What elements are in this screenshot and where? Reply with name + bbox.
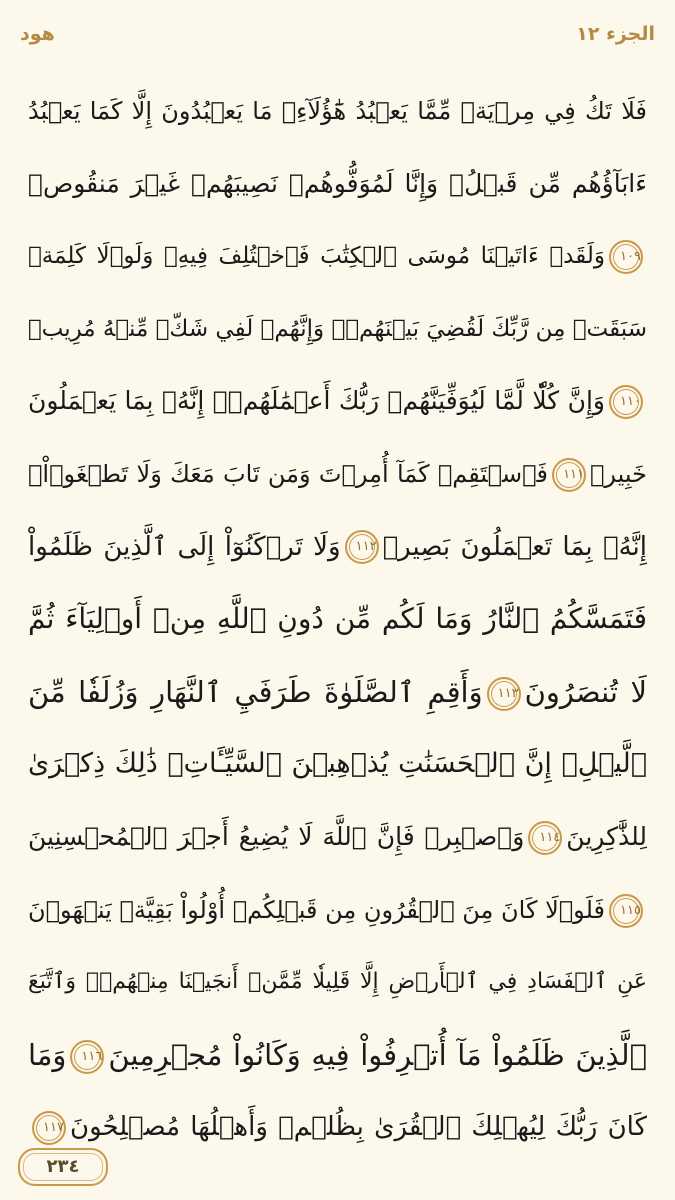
text-segment: وَمَا [28, 1037, 67, 1072]
text-line [28, 438, 647, 511]
ayah-number-marker: ١١٦ [70, 1040, 104, 1074]
text-segment: فَتَمَسَّكُمُ ٱلنَّارُ وَمَا لَكُم مِّن دُونِ ٱللَّهِ مِنۡ أَوۡلِيَآءَ ثُمَّ [28, 602, 647, 636]
text-line [28, 148, 647, 221]
text-line [28, 365, 647, 438]
text-segment: ءَابَآؤُهُم مِّن قَبۡلُۚ وَإِنَّا لَمُوَفُّوهُمۡ نَصِيبَهُمۡ غَيۡرَ مَنقُوصٖ [28, 168, 647, 198]
ayah-number-marker: ١١٧ [32, 1111, 66, 1145]
ayah-number-marker: ١١١ [552, 458, 586, 492]
text-line [28, 946, 647, 1019]
surah-name: هود [20, 23, 55, 45]
text-line [28, 1019, 647, 1092]
text-segment: كَانَ رَبُّكَ لِيُهۡلِكَ ٱلۡقُرَىٰ بِظُلۡمٖ وَأَهۡلُهَا مُصۡلِحُونَ [70, 1112, 647, 1143]
text-segment: ٱلَّذِينَ ظَلَمُواْ مَآ أُتۡرِفُواْ فِيهِ وَكَانُواْ مُجۡرِمِينَ [108, 1037, 647, 1072]
text-segment: ٱلَّيۡلِۚ إِنَّ ٱلۡحَسَنَٰتِ يُذۡهِبۡنَ ٱلسَّيِّـَٔاتِۚ ذَٰلِكَ ذِكۡرَىٰ [28, 748, 647, 780]
text-segment: فَلَوۡلَا كَانَ مِنَ ٱلۡقُرُونِ مِن قَبۡلِكُمۡ أُوْلُواْ بَقِيَّةٖ يَنۡهَوۡنَ [28, 895, 605, 924]
text-line [28, 511, 647, 584]
text-segment: وَلَقَدۡ ءَاتَيۡنَا مُوسَى ٱلۡكِتَٰبَ فَٱخۡتُلِفَ فِيهِۚ وَلَوۡلَا كَلِمَةٞ [28, 243, 605, 270]
ayah-number-marker: ١٠٩ [609, 240, 643, 274]
text-segment: فَلَا تَكُ فِي مِرۡيَةٖ مِّمَّا يَعۡبُدُ هَٰٓؤُلَآءِۚ مَا يَعۡبُدُونَ إِلَّا كَمَا يَعۡبُدُ [28, 97, 647, 125]
text-line [28, 874, 647, 947]
text-segment: سَبَقَتۡ مِن رَّبِّكَ لَقُضِيَ بَيۡنَهُمۡۚ وَإِنَّهُمۡ لَفِي شَكّٖ مِّنۡهُ مُرِيبٖ [28, 315, 647, 342]
page-number-badge: ٢٣٤ [18, 1148, 108, 1186]
ayah-number-marker: ١١٤ [528, 821, 562, 855]
text-line [28, 656, 647, 729]
ayah-number-marker: ١١٣ [487, 677, 521, 711]
text-segment: فَٱسۡتَقِمۡ كَمَآ أُمِرۡتَ وَمَن تَابَ مَعَكَ وَلَا تَطۡغَوۡاْۚ [28, 459, 549, 488]
text-line [28, 75, 647, 148]
text-segment: وَٱصۡبِرۡ فَإِنَّ ٱللَّهَ لَا يُضِيعُ أَجۡرَ ٱلۡمُحۡسِنِينَ [28, 821, 525, 851]
text-segment: وَلَا تَرۡكَنُوٓاْ إِلَى ٱلَّذِينَ ظَلَمُواْ [28, 531, 341, 562]
text-line [28, 220, 647, 293]
text-segment: لِلذَّٰكِرِينَ [566, 821, 647, 851]
text-segment: لَا تُنصَرُونَ [524, 674, 647, 709]
text-line [28, 801, 647, 874]
text-line [28, 1091, 647, 1164]
juz-label: الجزء ١٢ [576, 23, 655, 45]
ayah-number-marker: ١١٠ [609, 385, 643, 419]
text-segment: عَنِ ٱلۡفَسَادِ فِي ٱلۡأَرۡضِ إِلَّا قَلِيلٗا مِّمَّنۡ أَنجَيۡنَا مِنۡهُمۡۗ وَٱتَّبَعَ [28, 969, 647, 995]
text-segment: وَأَقِمِ ٱلصَّلَوٰةَ طَرَفَيِ ٱلنَّهَارِ وَزُلَفٗا مِّنَ [28, 674, 483, 709]
text-line [28, 728, 647, 801]
ayah-number-marker: ١١٢ [345, 530, 379, 564]
text-segment: إِنَّهُۥ بِمَا تَعۡمَلُونَ بَصِيرٞ [382, 531, 647, 562]
page-header [20, 14, 655, 54]
verse-text-block [28, 75, 647, 1164]
text-line [28, 293, 647, 366]
ayah-number-marker: ١١٥ [609, 894, 643, 928]
text-segment: وَإِنَّ كُلّٗا لَّمَّا لَيُوَفِّيَنَّهُمۡ رَبُّكَ أَعۡمَٰلَهُمۡۚ إِنَّهُۥ بِمَا يَعۡمَلُونَ [28, 386, 605, 416]
text-line [28, 583, 647, 656]
text-segment: خَبِيرٞ [590, 459, 647, 488]
